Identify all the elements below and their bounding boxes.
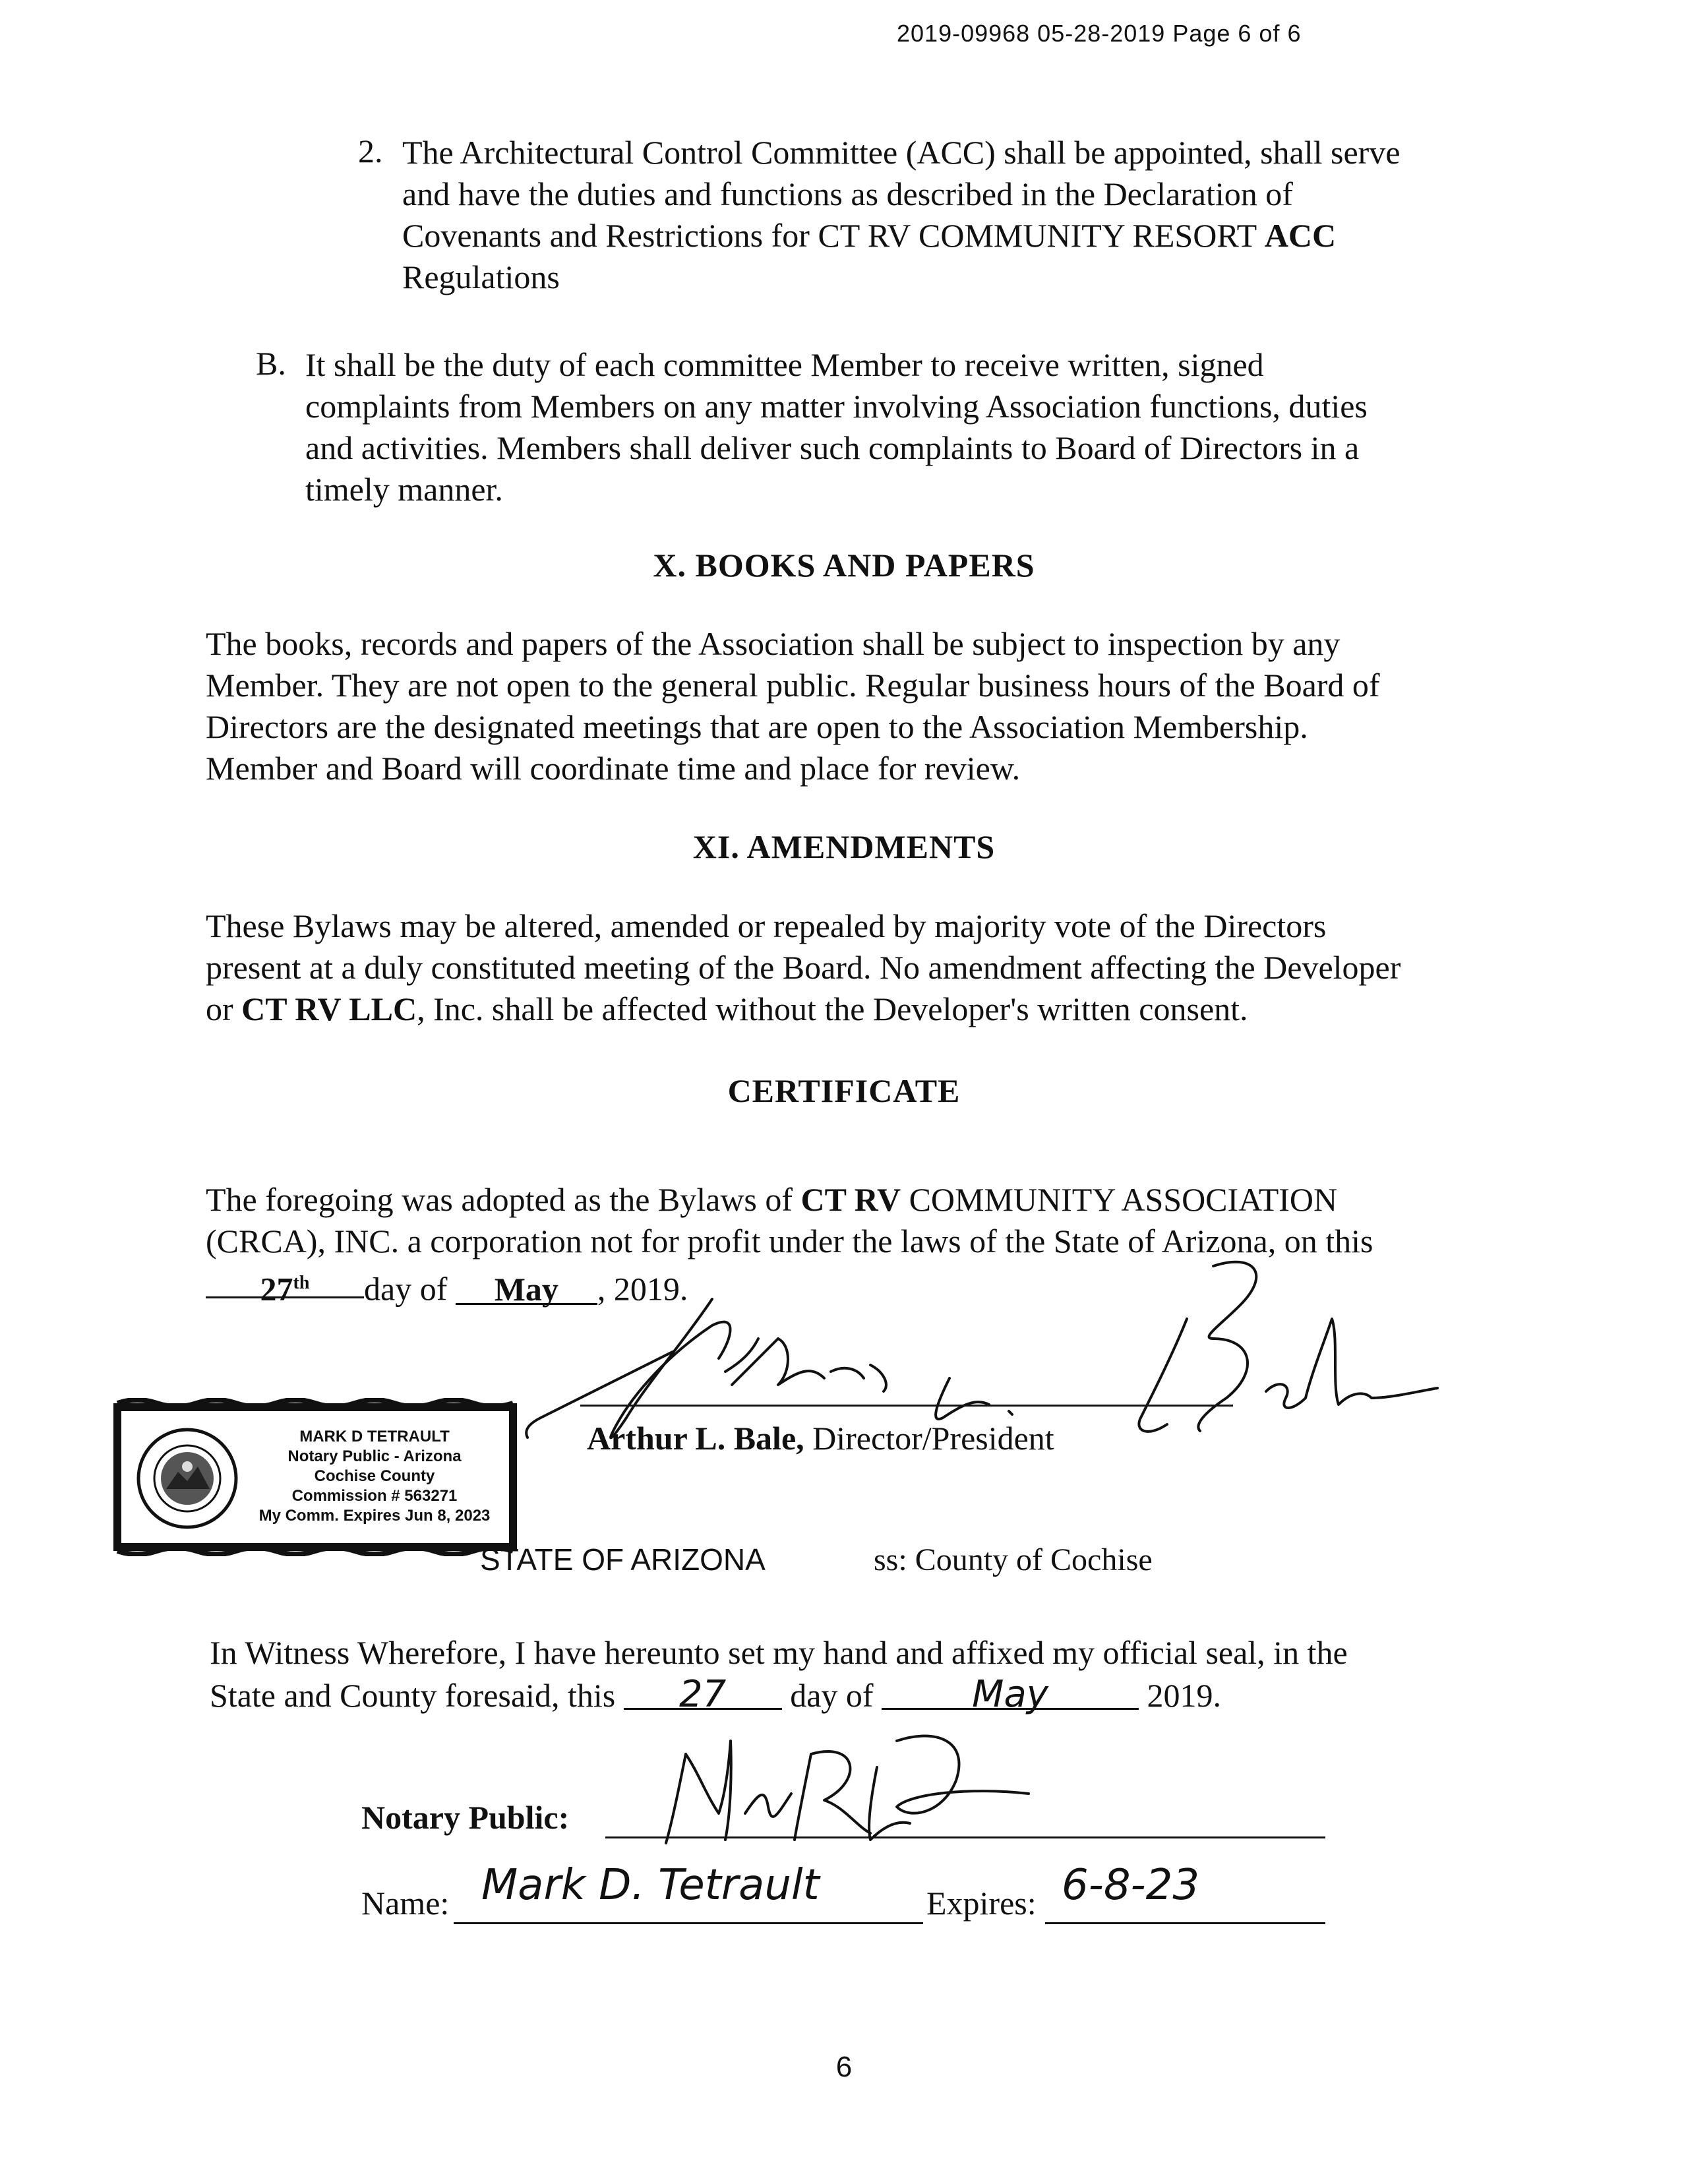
section-x-line: Member. They are not open to the general public. Regular business hours of the Board of bbox=[206, 667, 1380, 704]
item-2-line: Covenants and Restrictions for CT RV COMMUNITY RESORT ACC bbox=[402, 217, 1337, 254]
item-b-letter: B. bbox=[256, 345, 286, 382]
name-line bbox=[454, 1922, 923, 1924]
section-xi-heading: XI. AMENDMENTS bbox=[692, 828, 996, 865]
stamp-commission: Commission # 563271 bbox=[291, 1487, 458, 1505]
stamp-text bbox=[249, 1427, 500, 1526]
certificate-date-line: 27th day of May , 2019. bbox=[206, 1262, 1492, 1310]
item-2-line: Regulations bbox=[402, 258, 560, 295]
adoption-day-field: 27th bbox=[206, 1262, 364, 1298]
section-xi-line: These Bylaws may be altered, amended or repealed by majority vote of the Directors bbox=[206, 907, 1327, 944]
expires-label: Expires: bbox=[926, 1885, 1037, 1922]
section-x-line: Member and Board will coordinate time and place for review. bbox=[206, 750, 1021, 787]
stamp-expiration: My Comm. Expires Jun 8, 2023 bbox=[258, 1507, 491, 1525]
adoption-month-field: May bbox=[456, 1269, 597, 1305]
notary-signature bbox=[659, 1714, 1029, 1846]
expires-line bbox=[1045, 1922, 1325, 1924]
signature-line bbox=[580, 1405, 1233, 1407]
item-2-number: 2. bbox=[358, 133, 383, 169]
page-number: 6 bbox=[835, 2051, 853, 2083]
witness-day-field: 27 bbox=[624, 1674, 782, 1710]
section-xi-line: or CT RV LLC, Inc. shall be affected without the Developer's written consent. bbox=[206, 990, 1248, 1027]
notary-public-label: Notary Public: bbox=[361, 1799, 570, 1836]
item-2-paragraph bbox=[402, 132, 1497, 298]
arizona-seal bbox=[135, 1426, 240, 1531]
item-b-line: complaints from Members on any matter involving Association functions, duties bbox=[305, 388, 1368, 425]
section-x-line: Directors are the designated meetings that are open to the Association Membership. bbox=[206, 708, 1308, 745]
item-2-line: and have the duties and functions as described in the Declaration of bbox=[402, 175, 1293, 212]
section-xi-paragraph bbox=[206, 905, 1492, 1030]
certificate-line: The foregoing was adopted as the Bylaws of CT RV COMMUNITY ASSOCIATION bbox=[206, 1181, 1338, 1218]
venue-state: STATE OF ARIZONA bbox=[480, 1542, 766, 1577]
item-b-paragraph bbox=[305, 344, 1495, 510]
item-b-line: and activities. Members shall deliver such complaints to Board of Directors in a bbox=[305, 429, 1360, 466]
certificate-line: (CRCA), INC. a corporation not for profit under the laws of the State of Arizona, on this bbox=[206, 1223, 1373, 1259]
certificate-heading: CERTIFICATE bbox=[727, 1072, 961, 1109]
notary-signature-drawing bbox=[659, 1714, 1029, 1846]
item-b-line: timely manner. bbox=[305, 471, 503, 508]
witness-line: In Witness Wherefore, I have hereunto set my hand and affixed my official seal, in the bbox=[210, 1634, 1348, 1671]
signatory-name: Arthur L. Bale, Director/President bbox=[587, 1420, 1054, 1457]
stamp-county: Cochise County bbox=[314, 1467, 435, 1485]
notary-handwritten-expiration: 6-8-23 bbox=[1062, 1861, 1200, 1910]
item-2-line: The Architectural Control Committee (ACC) shall be appointed, shall serve bbox=[402, 134, 1401, 171]
recording-header: 2019-09968 05-28-2019 Page 6 of 6 bbox=[897, 20, 1302, 47]
witness-paragraph bbox=[210, 1632, 1495, 1716]
section-x-line: The books, records and papers of the Association shall be subject to inspection by any bbox=[206, 625, 1341, 662]
item-b-line: It shall be the duty of each committee Member to receive written, signed bbox=[305, 346, 1264, 383]
notary-handwritten-name: Mark D. Tetrault bbox=[481, 1861, 820, 1910]
section-x-paragraph bbox=[206, 623, 1492, 789]
section-x-heading: X. BOOKS AND PAPERS bbox=[653, 547, 1035, 584]
witness-date-line: State and County foresaid, this 27 day of May 2019. bbox=[210, 1673, 1222, 1716]
venue-county: ss: County of Cochise bbox=[874, 1542, 1153, 1577]
stamp-role: Notary Public - Arizona bbox=[287, 1447, 462, 1465]
notary-stamp bbox=[111, 1398, 520, 1556]
stamp-notary-name: MARK D TETRAULT bbox=[299, 1428, 450, 1445]
section-xi-line: present at a duly constituted meeting of the Board. No amendment affecting the Developer bbox=[206, 949, 1401, 986]
witness-month-field: May bbox=[882, 1674, 1139, 1710]
name-label: Name: bbox=[361, 1885, 450, 1922]
